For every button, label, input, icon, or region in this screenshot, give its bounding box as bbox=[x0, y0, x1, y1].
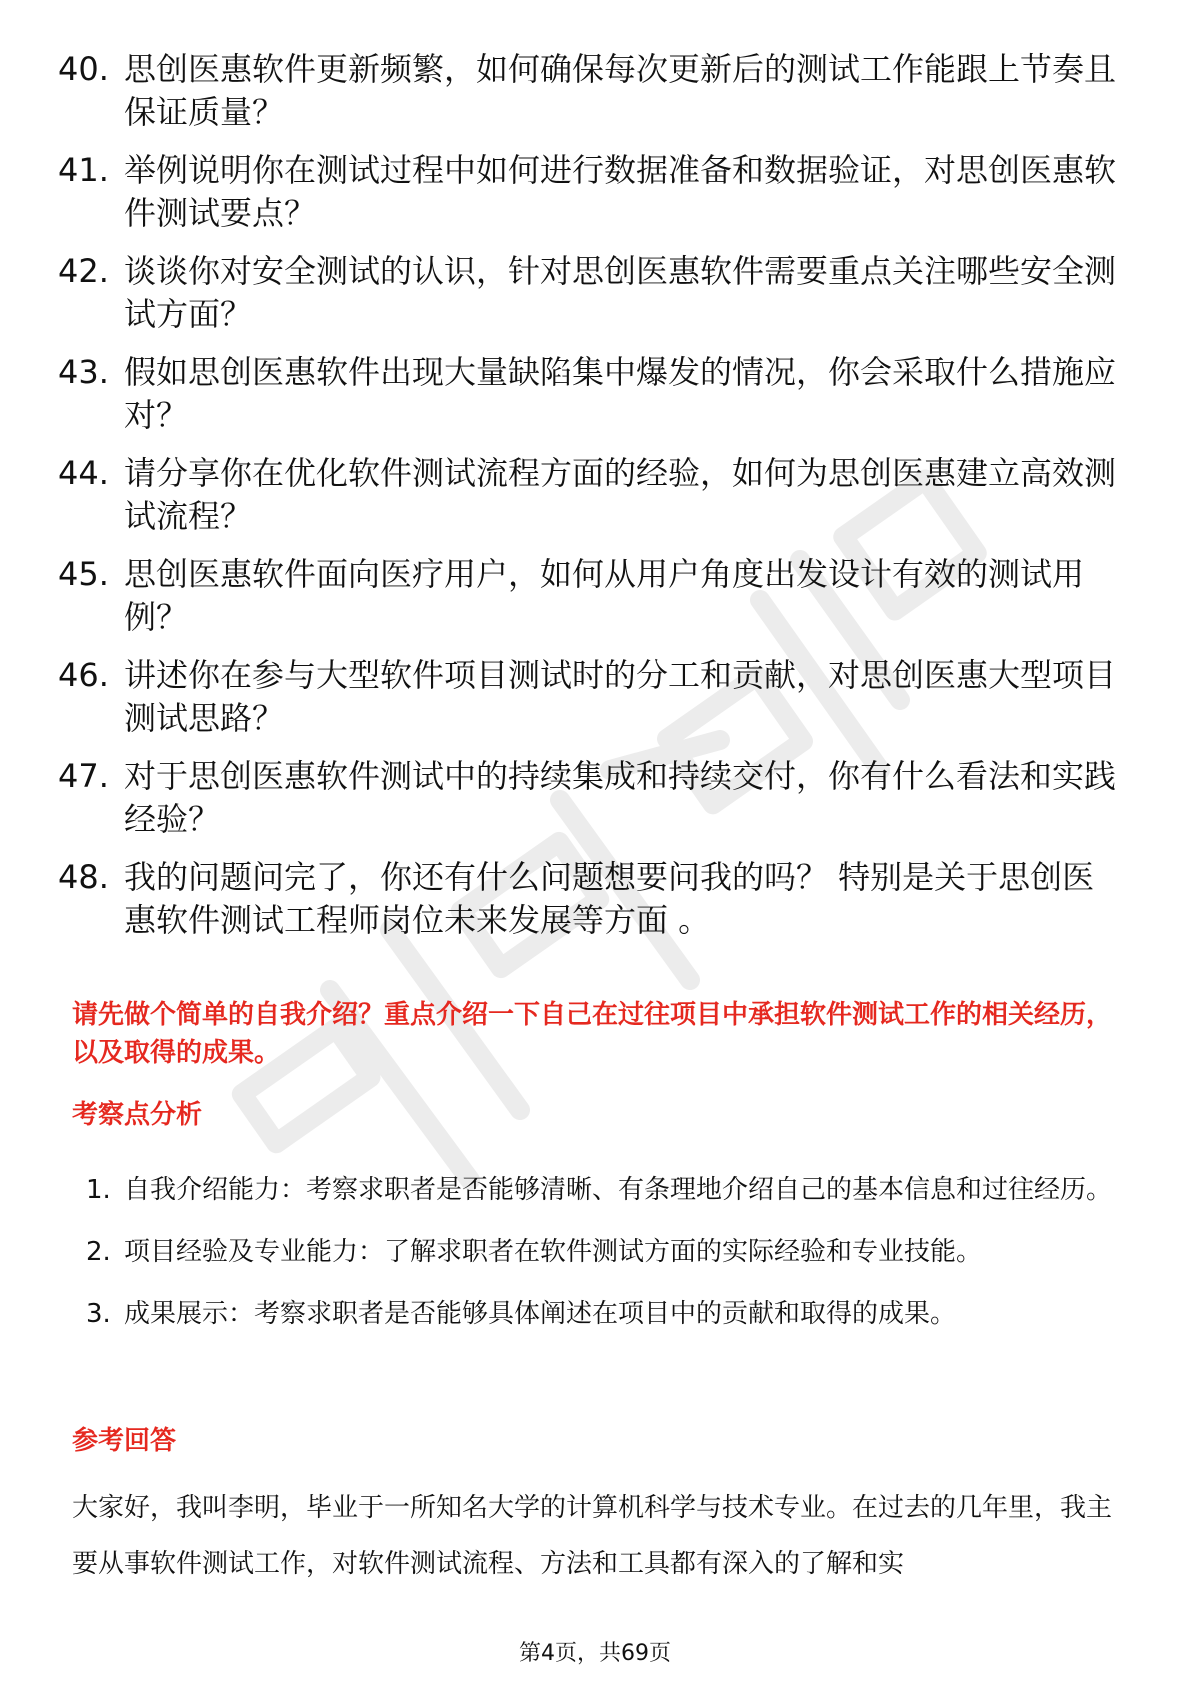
point-number: 1. bbox=[86, 1175, 111, 1205]
question-number: 46. bbox=[58, 656, 109, 694]
question-number: 42. bbox=[58, 252, 109, 290]
question-list bbox=[58, 48, 1118, 957]
point-text: 成果展示：考察求职者是否能够具体阐述在项目中的贡献和取得的成果。 bbox=[124, 1299, 957, 1329]
analysis-points bbox=[86, 1162, 1118, 1348]
question-text: 讲述你在参与大型软件项目测试时的分工和贡献，对思创医惠大型项目测试思路？ bbox=[124, 656, 1117, 737]
point-text: 自我介绍能力：考察求职者是否能够清晰、有条理地介绍自己的基本信息和过往经历。 bbox=[124, 1175, 1113, 1205]
point-text: 项目经验及专业能力：了解求职者在软件测试方面的实际经验和专业技能。 bbox=[124, 1237, 983, 1267]
question-number: 44. bbox=[58, 454, 109, 492]
question-text: 思创医惠软件面向医疗用户，如何从用户角度出发设计有效的测试用例？ bbox=[124, 555, 1085, 636]
question-text: 思创医惠软件更新频繁，如何确保每次更新后的测试工作能跟上节奏且保证质量？ bbox=[124, 50, 1117, 131]
question-text: 谈谈你对安全测试的认识，针对思创医惠软件需要重点关注哪些安全测试方面？ bbox=[124, 252, 1117, 333]
question-text: 请分享你在优化软件测试流程方面的经验，如何为思创医惠建立高效测试流程？ bbox=[124, 454, 1117, 535]
list-item bbox=[86, 1286, 1118, 1342]
list-item bbox=[58, 48, 1118, 134]
point-number: 2. bbox=[86, 1237, 111, 1267]
reference-answer: 大家好，我叫李明，毕业于一所知名大学的计算机科学与技术专业。在过去的几年里，我主要从事软件测试工作，对软件测试流程、方法和工具都有深入的了解和实 bbox=[72, 1493, 1113, 1579]
list-item bbox=[58, 452, 1118, 538]
question-text: 我的问题问完了，你还有什么问题想要问我的吗？ 特别是关于思创医惠软件测试工程师岗位未来发展等方面 。 bbox=[124, 858, 1095, 939]
question-number: 48. bbox=[58, 858, 109, 896]
list-item bbox=[86, 1162, 1118, 1218]
reference-heading: 参考回答 bbox=[72, 1426, 177, 1456]
list-item bbox=[86, 1224, 1118, 1280]
question-number: 47. bbox=[58, 757, 109, 795]
list-item bbox=[58, 856, 1118, 942]
list-item bbox=[58, 755, 1118, 841]
list-item bbox=[58, 250, 1118, 336]
list-item bbox=[58, 654, 1118, 740]
question-number: 41. bbox=[58, 151, 109, 189]
question-text: 举例说明你在测试过程中如何进行数据准备和数据验证，对思创医惠软件测试要点？ bbox=[124, 151, 1117, 232]
list-item bbox=[58, 149, 1118, 235]
question-number: 40. bbox=[58, 50, 109, 88]
list-item bbox=[58, 553, 1118, 639]
focus-question: 请先做个简单的自我介绍？重点介绍一下自己在过往项目中承担软件测试工作的相关经历，以及取得的成果。 bbox=[72, 1000, 1113, 1068]
question-text: 假如思创医惠软件出现大量缺陷集中爆发的情况，你会采取什么措施应对？ bbox=[124, 353, 1117, 434]
list-item bbox=[58, 351, 1118, 437]
question-number: 45. bbox=[58, 555, 109, 593]
analysis-heading: 考察点分析 bbox=[72, 1100, 203, 1130]
point-number: 3. bbox=[86, 1299, 111, 1329]
question-number: 43. bbox=[58, 353, 109, 391]
page-footer: 第4页，共69页 bbox=[519, 1641, 671, 1666]
question-text: 对于思创医惠软件测试中的持续集成和持续交付，你有什么看法和实践经验？ bbox=[124, 757, 1117, 838]
